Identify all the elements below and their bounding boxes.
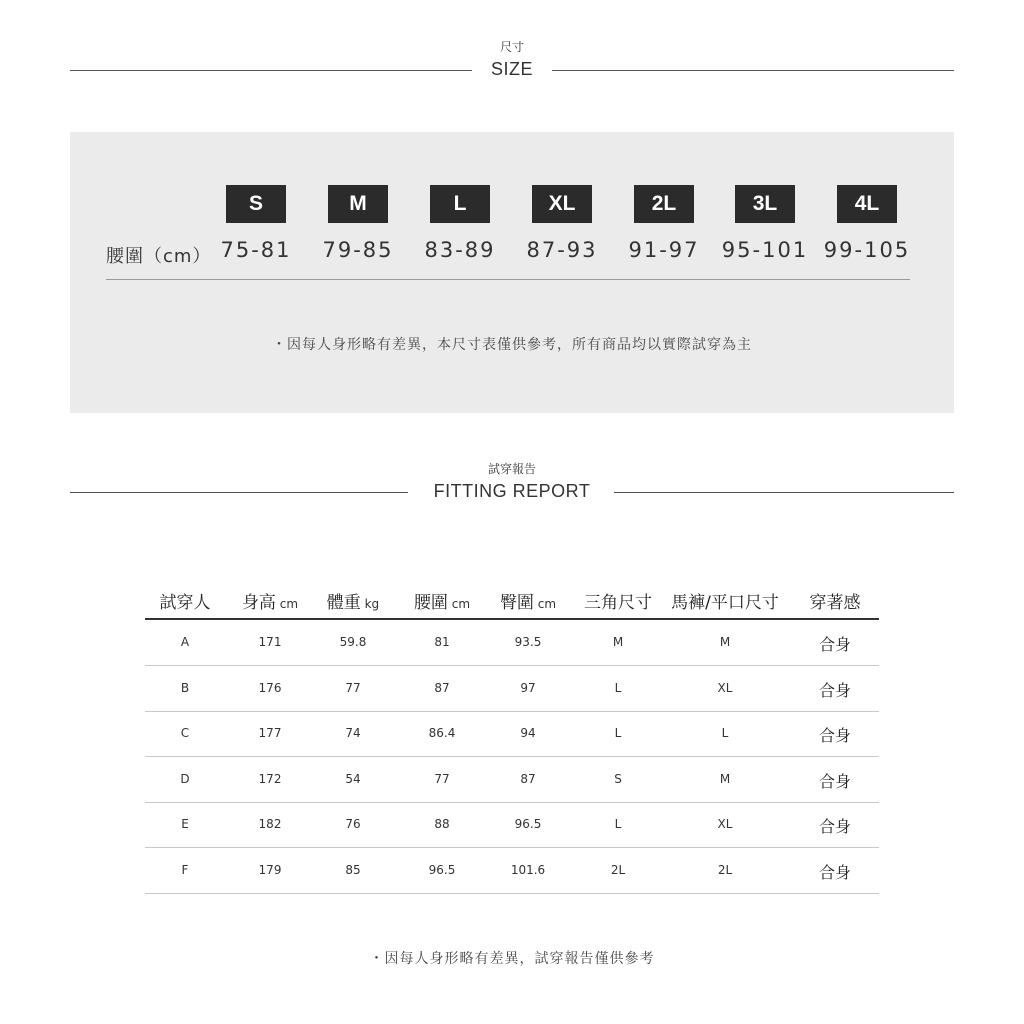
table-cell: 94 (520, 726, 536, 740)
divider-right (552, 70, 954, 71)
waist-value-3l: 95-101 (721, 238, 809, 262)
table-cell: 76 (345, 817, 361, 831)
table-cell: M (612, 635, 624, 649)
size-title-zh: 尺寸 (499, 40, 524, 54)
table-row (145, 848, 879, 894)
waist-value-m: 79-85 (322, 238, 394, 262)
table-cell: 54 (345, 771, 361, 786)
table-cell: L (614, 680, 622, 695)
table-cell: 合身 (818, 680, 851, 700)
column-header-label: 身高 (241, 593, 276, 613)
size-section-header (70, 38, 954, 83)
column-header (230, 588, 310, 613)
table-cell: 59.8 (339, 635, 367, 649)
column-header-unit: cm (275, 597, 299, 611)
column-header-label: 穿著感 (809, 593, 861, 613)
table-cell: L (614, 817, 622, 831)
column-header-label: 三角尺寸 (584, 593, 652, 613)
fitting-title-en: FITTING REPORT (433, 481, 591, 501)
table-cell: 87 (520, 771, 536, 786)
table-cell: 合身 (818, 771, 851, 791)
table-cell: 172 (258, 771, 282, 786)
size-chart-rule (106, 279, 910, 280)
table-cell: 77 (434, 771, 450, 786)
table-cell: 合身 (818, 635, 851, 654)
size-note: ・因每人身形略有差異，本尺寸表僅供參考，所有商品均以實際試穿為主 (272, 337, 752, 353)
size-badge-xl: XL (532, 185, 592, 223)
size-badge-m: M (328, 185, 388, 223)
waist-value-xl: 87-93 (526, 238, 598, 262)
table-cell: F (181, 862, 189, 877)
column-header (573, 588, 663, 613)
column-header (150, 588, 220, 613)
table-cell: XL (717, 817, 733, 831)
table-row (145, 620, 879, 666)
fitting-title-zh: 試穿報告 (487, 462, 536, 476)
table-cell: L (721, 726, 729, 740)
size-title-en: SIZE (490, 59, 533, 79)
waist-label: 腰圍（cm） (106, 246, 212, 267)
size-badge-l: L (430, 185, 490, 223)
table-cell: 176 (258, 680, 282, 695)
column-header (795, 588, 875, 613)
table-row (145, 711, 879, 757)
table-cell: 97 (520, 680, 536, 695)
table-cell: M (719, 635, 731, 649)
table-cell: 171 (258, 635, 282, 649)
table-cell: 87 (434, 680, 450, 695)
table-cell: L (614, 726, 622, 740)
size-badge-4l: 4L (837, 185, 897, 223)
table-cell: 179 (258, 862, 282, 877)
waist-value-s: 75-81 (220, 238, 292, 262)
table-row (145, 757, 879, 803)
table-cell: 74 (345, 726, 361, 740)
divider-right (614, 492, 954, 493)
table-header-row (145, 582, 879, 620)
column-header-label: 腰圍 (413, 593, 448, 613)
table-cell: D (180, 771, 190, 786)
column-header-unit: cm (533, 597, 557, 611)
table-cell: 77 (345, 680, 361, 695)
table-cell: 合身 (818, 817, 851, 836)
column-header-label: 臀圍 (499, 593, 534, 613)
table-cell: 96.5 (428, 862, 456, 877)
table-row (145, 802, 879, 848)
column-header (660, 588, 790, 613)
table-cell: 86.4 (428, 726, 456, 740)
table-cell: C (180, 726, 190, 740)
column-header-label: 體重 (326, 593, 361, 613)
table-cell: 177 (258, 726, 282, 740)
size-badge-3l: 3L (735, 185, 795, 223)
fitting-note: ・因每人身形略有差異，試穿報告僅供參考 (369, 951, 655, 967)
column-header-unit: cm (447, 597, 471, 611)
column-header-label: 試穿人 (159, 593, 211, 613)
table-cell: 2L (610, 862, 626, 877)
column-header (313, 588, 393, 613)
table-cell: M (719, 771, 731, 786)
table-cell: A (180, 635, 190, 649)
column-header (402, 588, 482, 613)
table-cell: 101.6 (510, 862, 546, 877)
table-row (145, 666, 879, 712)
column-header (483, 588, 573, 613)
table-cell: B (180, 680, 190, 695)
table-cell: 81 (434, 635, 450, 649)
table-cell: E (181, 817, 189, 831)
table-cell: 88 (434, 817, 450, 831)
size-badge-row (70, 185, 954, 223)
table-cell: 96.5 (514, 817, 542, 831)
waist-value-4l: 99-105 (823, 238, 911, 262)
waist-value-2l: 91-97 (628, 238, 700, 262)
table-cell: XL (717, 680, 733, 695)
size-badge-2l: 2L (634, 185, 694, 223)
table-cell: 2L (717, 862, 733, 877)
size-badge-s: S (226, 185, 286, 223)
table-cell: 合身 (818, 862, 851, 882)
table-cell: 合身 (818, 726, 851, 745)
table-cell: 93.5 (514, 635, 542, 649)
table-cell: 182 (258, 817, 282, 831)
column-header-label: 馬褲/平口尺寸 (671, 593, 779, 613)
size-chart-panel (70, 132, 954, 413)
waist-value-l: 83-89 (424, 238, 496, 262)
fitting-section-header (70, 460, 954, 505)
table-cell: 85 (345, 862, 361, 877)
column-header-unit: kg (360, 597, 380, 611)
table-cell: S (614, 771, 622, 786)
